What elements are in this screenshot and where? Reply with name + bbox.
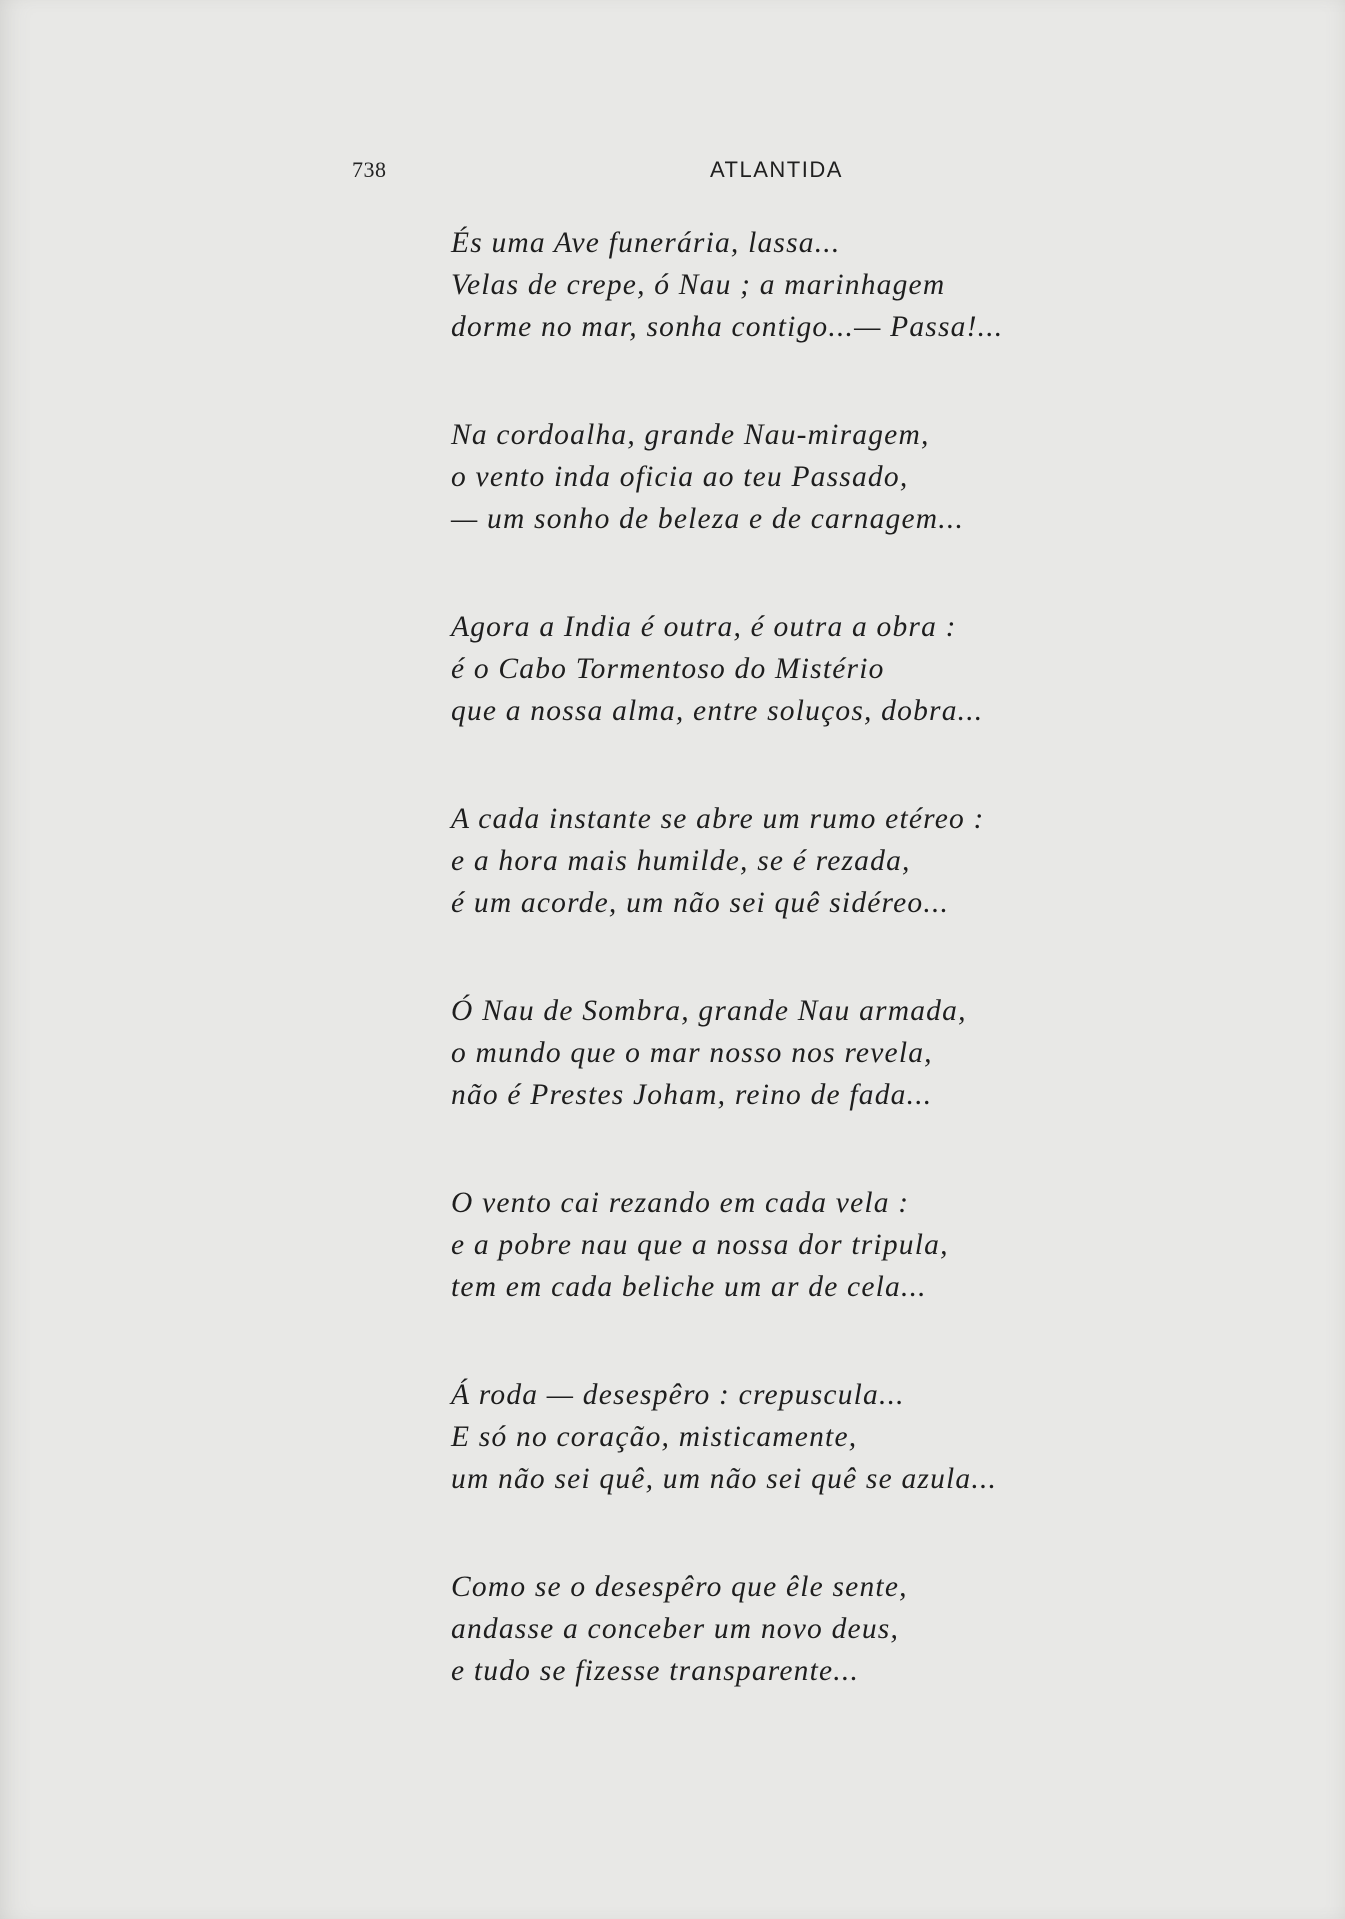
running-title: ATLANTIDA [710,157,843,182]
stanza [451,798,1171,990]
poem-line: que a nossa alma, entre soluços, dobra... [451,695,984,727]
poem-line: e tudo se fizesse transparente... [451,1655,860,1687]
poem-line: Velas de crepe, ó Nau ; a marinhagem [451,269,946,301]
poem-line: não é Prestes Joham, reino de fada... [451,1079,933,1111]
poem-line: é um acorde, um não sei quê sidéreo... [451,887,950,919]
stanza [451,1182,1171,1374]
poem-line: Na cordoalha, grande Nau-miragem, [451,419,930,451]
poem-line: e a pobre nau que a nossa dor tripula, [451,1229,949,1261]
poem-line: Agora a India é outra, é outra a obra : [451,611,957,643]
poem-line: O vento cai rezando em cada vela : [451,1187,910,1219]
poem-line: Como se o desespêro que êle sente, [451,1571,908,1603]
stanza [451,222,1171,414]
stanza [451,990,1171,1182]
stanza [451,606,1171,798]
poem-line: Á roda — desespêro : crepuscula... [451,1379,905,1411]
poem-line: e a hora mais humilde, se é rezada, [451,845,911,877]
poem-line: andasse a conceber um novo deus, [451,1613,900,1645]
poem-line: o vento inda oficia ao teu Passado, [451,461,909,493]
poem-line: tem em cada beliche um ar de cela... [451,1271,927,1303]
stanza [451,1566,1171,1758]
poem-line: um não sei quê, um não sei quê se azula... [451,1463,998,1495]
stanza [451,1374,1171,1566]
page-number: 738 [352,157,387,182]
poem-line: é o Cabo Tormentoso do Mistério [451,653,885,685]
poem-line: E só no coração, misticamente, [451,1421,858,1453]
poem [451,222,1171,1758]
poem-line: Ó Nau de Sombra, grande Nau armada, [451,995,967,1027]
page-header [352,157,872,187]
poem-line: És uma Ave funerária, lassa... [451,227,841,259]
poem-line: — um sonho de beleza e de carnagem... [451,503,965,535]
poem-line: dorme no mar, sonha contigo...— Passa!... [451,311,1004,343]
stanza [451,414,1171,606]
poem-line: A cada instante se abre um rumo etéreo : [451,803,985,835]
poem-line: o mundo que o mar nosso nos revela, [451,1037,933,1069]
